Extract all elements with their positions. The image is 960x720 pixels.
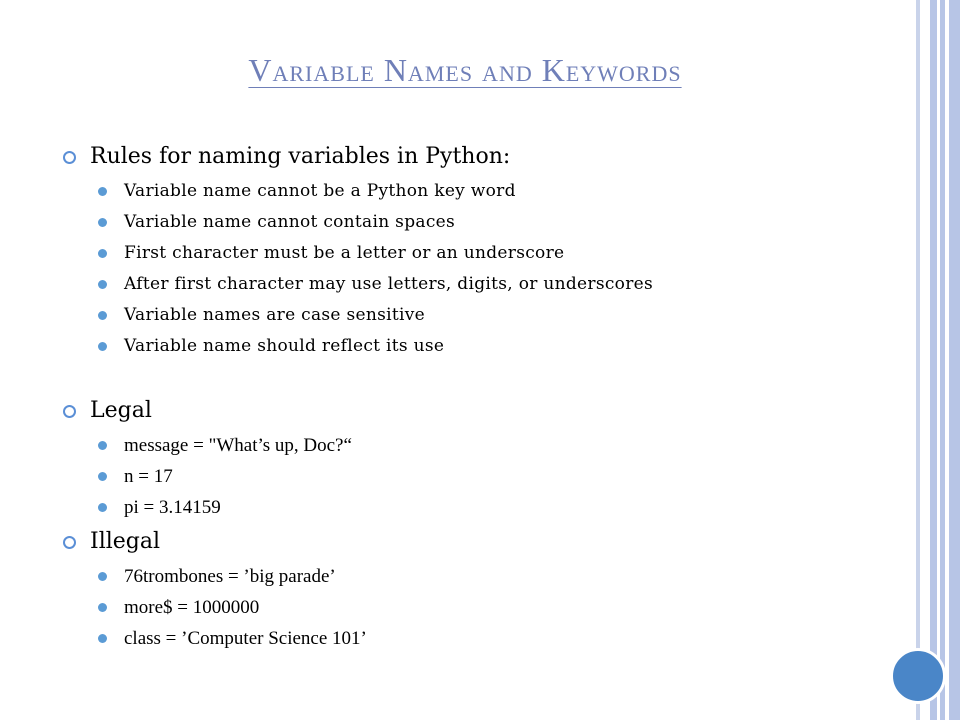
list-item-text: After first character may use letters, digits, or underscores xyxy=(124,274,654,294)
list-item xyxy=(98,269,878,300)
rules-heading-text: Rules for naming variables in Python: xyxy=(90,144,511,169)
illegal-heading-text: Illegal xyxy=(90,529,161,554)
list-item xyxy=(98,176,878,207)
legal-section xyxy=(58,392,878,523)
dot-bullet-icon xyxy=(98,342,107,351)
dot-bullet-icon xyxy=(98,280,107,289)
slide-content xyxy=(58,138,878,654)
ring-bullet-icon xyxy=(63,405,76,418)
dot-bullet-icon xyxy=(98,311,107,320)
dot-bullet-icon xyxy=(98,603,107,612)
dot-bullet-icon xyxy=(98,472,107,481)
legal-heading xyxy=(58,392,878,430)
list-item-text: pi = 3.14159 xyxy=(124,497,221,518)
list-item-text: more$ = 1000000 xyxy=(124,597,260,618)
list-item-text: First character must be a letter or an underscore xyxy=(124,243,565,263)
dot-bullet-icon xyxy=(98,249,107,258)
ring-bullet-icon xyxy=(63,536,76,549)
rules-section xyxy=(58,138,878,362)
slide-title: Variable Names and Keywords xyxy=(248,52,682,88)
frame-stripe xyxy=(949,0,960,720)
rules-heading xyxy=(58,138,878,176)
dot-bullet-icon xyxy=(98,572,107,581)
list-item xyxy=(98,623,878,654)
legal-list xyxy=(58,430,878,523)
list-item-text: Variable names are case sensitive xyxy=(124,305,426,325)
dot-bullet-icon xyxy=(98,441,107,450)
legal-heading-text: Legal xyxy=(90,398,152,423)
list-item xyxy=(98,561,878,592)
dot-bullet-icon xyxy=(98,218,107,227)
slide-circle-decoration xyxy=(890,648,946,704)
list-item xyxy=(98,461,878,492)
ring-bullet-icon xyxy=(63,151,76,164)
list-item-text: Variable name should reflect its use xyxy=(124,336,445,356)
rules-list xyxy=(58,176,878,362)
frame-stripe xyxy=(920,0,930,720)
dot-bullet-icon xyxy=(98,503,107,512)
dot-bullet-icon xyxy=(98,634,107,643)
list-item xyxy=(98,592,878,623)
illegal-list xyxy=(58,561,878,654)
list-item xyxy=(98,492,878,523)
list-item-text: n = 17 xyxy=(124,466,173,487)
illegal-heading xyxy=(58,523,878,561)
frame-stripe xyxy=(930,0,937,720)
illegal-section xyxy=(58,523,878,654)
list-item-text: 76trombones = ’big parade’ xyxy=(124,566,336,587)
list-item-text: Variable name cannot contain spaces xyxy=(124,212,456,232)
list-item-text: class = ’Computer Science 101’ xyxy=(124,628,367,649)
list-item xyxy=(98,207,878,238)
list-item xyxy=(98,238,878,269)
list-item-text: message = "What’s up, Doc?“ xyxy=(124,435,352,456)
list-item xyxy=(98,300,878,331)
dot-bullet-icon xyxy=(98,187,107,196)
list-item xyxy=(98,430,878,461)
list-item xyxy=(98,331,878,362)
list-item-text: Variable name cannot be a Python key word xyxy=(124,181,516,201)
